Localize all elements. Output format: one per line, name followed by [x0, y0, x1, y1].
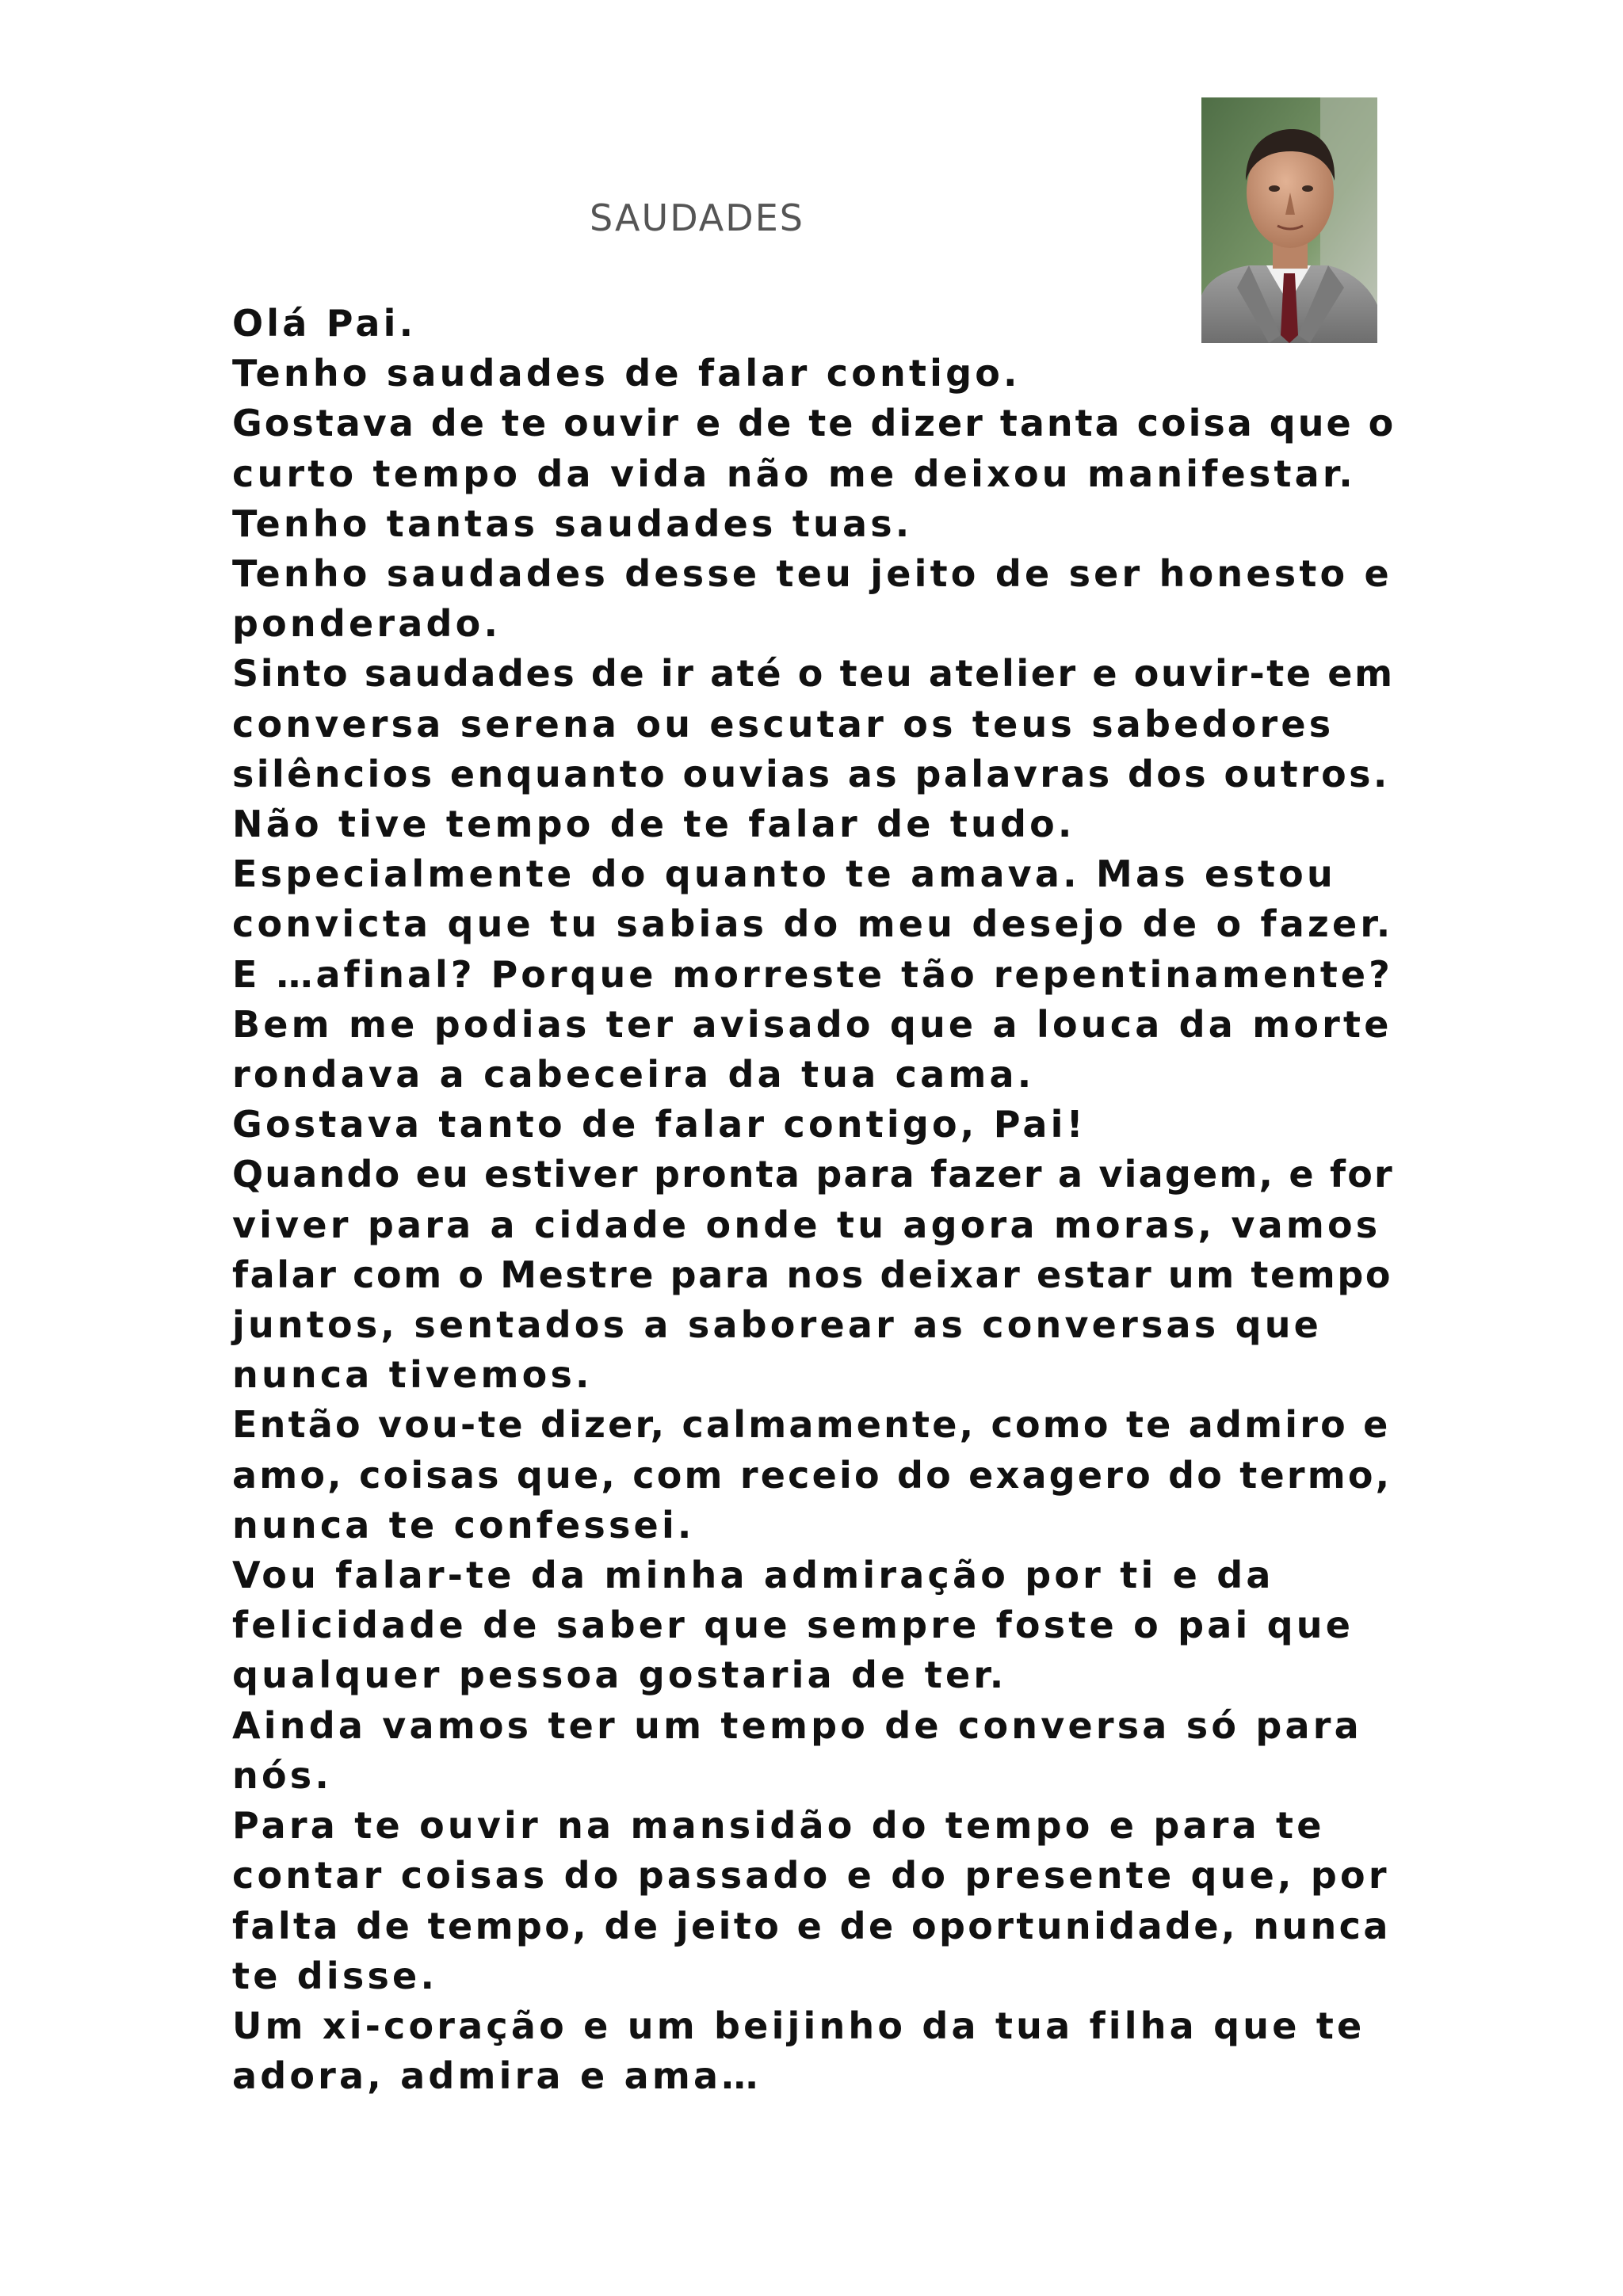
text-line: amo, coisas que, com receio do exagero do termo, [232, 1453, 1392, 1497]
text-line: Gostava de te ouvir e de te dizer tanta coisa que o [232, 402, 1396, 445]
text-line: falta de tempo, de jeito e de oportunidade, nunca [232, 1904, 1391, 1947]
text-line: rondava a cabeceira da tua cama. [232, 1053, 1035, 1097]
text-line: nunca tivemos. [232, 1353, 593, 1397]
text-line: conversa serena ou escutar os teus sabedores [232, 702, 1335, 746]
text-line: contar coisas do passado e do presente que, por [232, 1854, 1390, 1897]
text-line: juntos, sentados a saborear as conversas que [232, 1303, 1323, 1347]
letter-body [232, 299, 1397, 2101]
text-line: ponderado. [232, 602, 502, 646]
text-line: Para te ouvir na mansidão do tempo e para te [232, 1804, 1325, 1848]
text-line: nunca te confessei. [232, 1503, 695, 1547]
text-line: Quando eu estiver pronta para fazer a viagem, e for [232, 1153, 1394, 1196]
text-line: Tenho saudades de falar contigo. [232, 352, 1021, 395]
text-line: E …afinal? Porque morreste tão repentinamente? [232, 952, 1393, 996]
text-line: Especialmente do quanto te amava. Mas estou [232, 852, 1336, 896]
text-line: Tenho tantas saudades tuas. [232, 502, 913, 545]
text-line: felicidade de saber que sempre foste o pai que [232, 1604, 1354, 1647]
text-line: viver para a cidade onde tu agora moras, vamos [232, 1203, 1381, 1246]
text-line: nós. [232, 1753, 333, 1797]
text-line: Olá Pai. [232, 302, 417, 345]
text-line: Gostava tanto de falar contigo, Pai! [232, 1103, 1086, 1146]
text-line: Não tive tempo de te falar de tudo. [232, 803, 1075, 846]
text-line: Tenho saudades desse teu jeito de ser honesto e [232, 552, 1392, 596]
text-line: Sinto saudades de ir até o teu atelier e ouvir-te em [232, 652, 1395, 696]
text-line: Bem me podias ter avisado que a louca da morte [232, 1002, 1392, 1046]
text-line: te disse. [232, 1954, 438, 1997]
text-line: adora, admira e ama… [232, 2054, 762, 2098]
text-line: Vou falar-te da minha admiração por ti e da [232, 1554, 1274, 1597]
text-line: convicta que tu sabias do meu desejo de o fazer. [232, 902, 1394, 946]
text-line: falar com o Mestre para nos deixar estar um tempo [232, 1253, 1393, 1296]
text-line: silêncios enquanto ouvias as palavras dos outros. [232, 752, 1390, 795]
text-line: Então vou-te dizer, calmamente, como te admiro e [232, 1403, 1391, 1447]
text-line: curto tempo da vida não me deixou manifestar. [232, 452, 1356, 495]
page-title: SAUDADES [590, 196, 804, 239]
text-line: qualquer pessoa gostaria de ter. [232, 1653, 1007, 1697]
text-line: Um xi-coração e um beijinho da tua filha que te [232, 2004, 1365, 2047]
text-line: Ainda vamos ter um tempo de conversa só para [232, 1703, 1362, 1747]
